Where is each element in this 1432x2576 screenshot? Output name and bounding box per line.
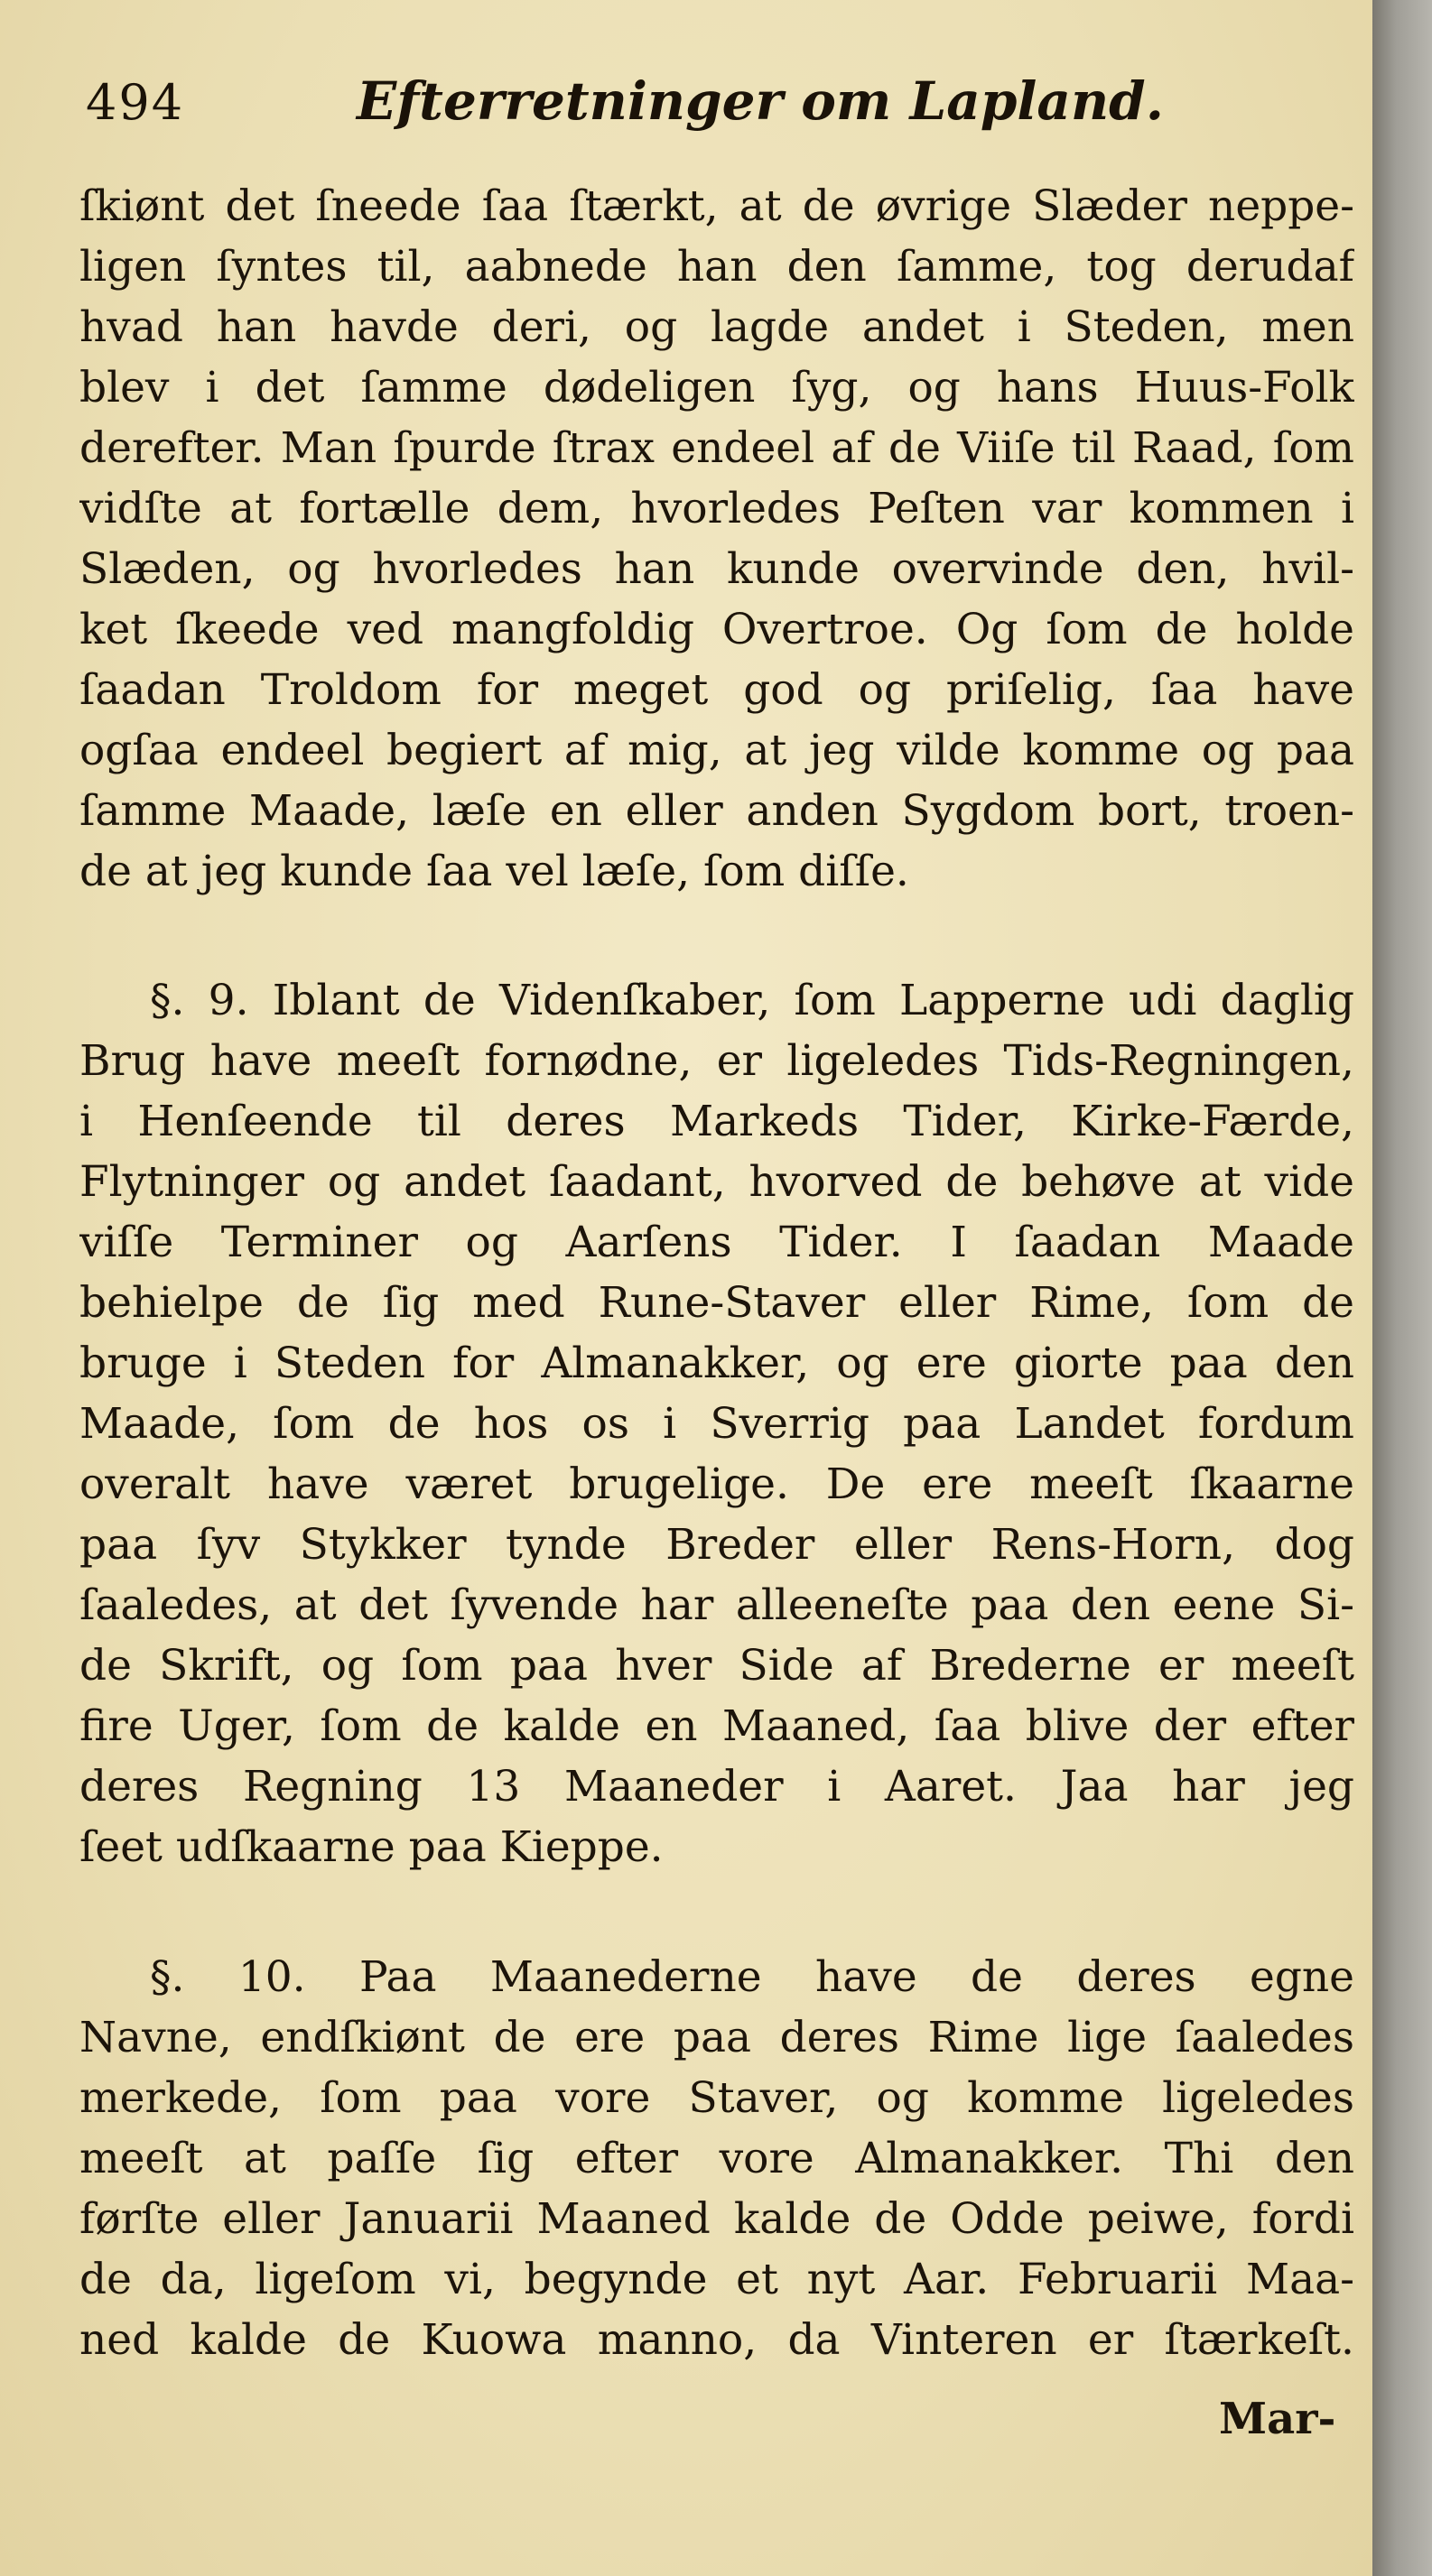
text-line: deres Regning 13 Maaneder i Aaret. Jaa har jeg bbox=[79, 1762, 1354, 1812]
text-line: i Henſeende til deres Markeds Tider, Kirke-Færde, bbox=[79, 1097, 1354, 1146]
text-line: førſte eller Januarii Maaned kalde de Odde peiwe, fordi bbox=[79, 2194, 1354, 2244]
page-header bbox=[86, 63, 1350, 144]
text-line: Slæden, og hvorledes han kunde overvinde den, hvil- bbox=[79, 544, 1354, 594]
text-line: ſamme Maade, læſe en eller anden Sygdom bort, troen- bbox=[79, 786, 1354, 836]
paragraph-start-line: §. 9. Iblant de Videnſkaber, ſom Lapperne udi daglig bbox=[150, 976, 1354, 1025]
page-number: 494 bbox=[86, 74, 185, 131]
text-line: ſkiønt det ſneede ſaa ſtærkt, at de øvrige Slæder neppe- bbox=[79, 181, 1354, 231]
text-line: de da, ligeſom vi, begynde et nyt Aar. Februarii Maa- bbox=[79, 2255, 1354, 2304]
text-line: Flytninger og andet ſaadant, hvorved de behøve at vide bbox=[79, 1157, 1354, 1207]
text-line: ned kalde de Kuowa manno, da Vinteren er ſtærkeſt. bbox=[79, 2315, 1354, 2365]
text-line: ſeet udſkaarne paa Kieppe. bbox=[79, 1822, 664, 1872]
text-line: hvad han havde deri, og lagde andet i Steden, men bbox=[79, 302, 1354, 352]
text-line: Navne, endſkiønt de ere paa deres Rime lige ſaaledes bbox=[79, 2013, 1354, 2062]
text-line: vidſte at fortælle dem, hvorledes Peſten var kommen i bbox=[79, 484, 1354, 533]
page-edge-shadow bbox=[1372, 0, 1432, 2576]
text-line: blev i det ſamme dødeligen ſyg, og hans Huus-Folk bbox=[79, 363, 1354, 412]
text-line: viſſe Terminer og Aarſens Tider. I ſaadan Maade bbox=[79, 1218, 1354, 1267]
text-line: de at jeg kunde ſaa vel læſe, ſom diſſe. bbox=[79, 847, 909, 896]
text-line: Maade, ſom de hos os i Sverrig paa Landet fordum bbox=[79, 1399, 1354, 1449]
text-line: de Skrift, og ſom paa hver Side af Brederne er meeſt bbox=[79, 1641, 1354, 1691]
text-line: fire Uger, ſom de kalde en Maaned, ſaa blive der efter bbox=[79, 1701, 1354, 1751]
text-line: merkede, ſom paa vore Staver, og komme ligeledes bbox=[79, 2073, 1354, 2123]
text-line: derefter. Man ſpurde ſtrax endeel af de Viiſe til Raad, ſom bbox=[79, 423, 1354, 473]
text-line: ſaadan Troldom for meget god og priſelig, ſaa have bbox=[79, 665, 1354, 715]
text-line: overalt have været brugelige. De ere meeſt ſkaarne bbox=[79, 1459, 1354, 1509]
text-line: paa ſyv Stykker tynde Breder eller Rens-Horn, dog bbox=[79, 1520, 1354, 1570]
text-line: meeſt at paſſe ſig efter vore Almanakker. Thi den bbox=[79, 2134, 1354, 2183]
catchword: Mar- bbox=[1219, 2394, 1336, 2444]
text-line: behielpe de ſig med Rune-Staver eller Rime, ſom de bbox=[79, 1278, 1354, 1328]
text-line: ket ſkeede ved mangfoldig Overtroe. Og ſom de holde bbox=[79, 605, 1354, 654]
running-title: Efterretninger om Lapland. bbox=[357, 70, 1164, 132]
text-line: Brug have meeſt fornødne, er ligeledes Tids-Regningen, bbox=[79, 1036, 1354, 1086]
text-line: ligen ſyntes til, aabnede han den ſamme, tog derudaf bbox=[79, 242, 1354, 292]
paragraph-start-line: §. 10. Paa Maanederne have de deres egne bbox=[150, 1952, 1354, 2002]
text-line: ſaaledes, at det ſyvende har alleeneſte paa den eene Si- bbox=[79, 1580, 1354, 1630]
text-line: ogſaa endeel begiert af mig, at jeg vilde komme og paa bbox=[79, 726, 1354, 775]
text-line: bruge i Steden for Almanakker, og ere giorte paa den bbox=[79, 1339, 1354, 1388]
